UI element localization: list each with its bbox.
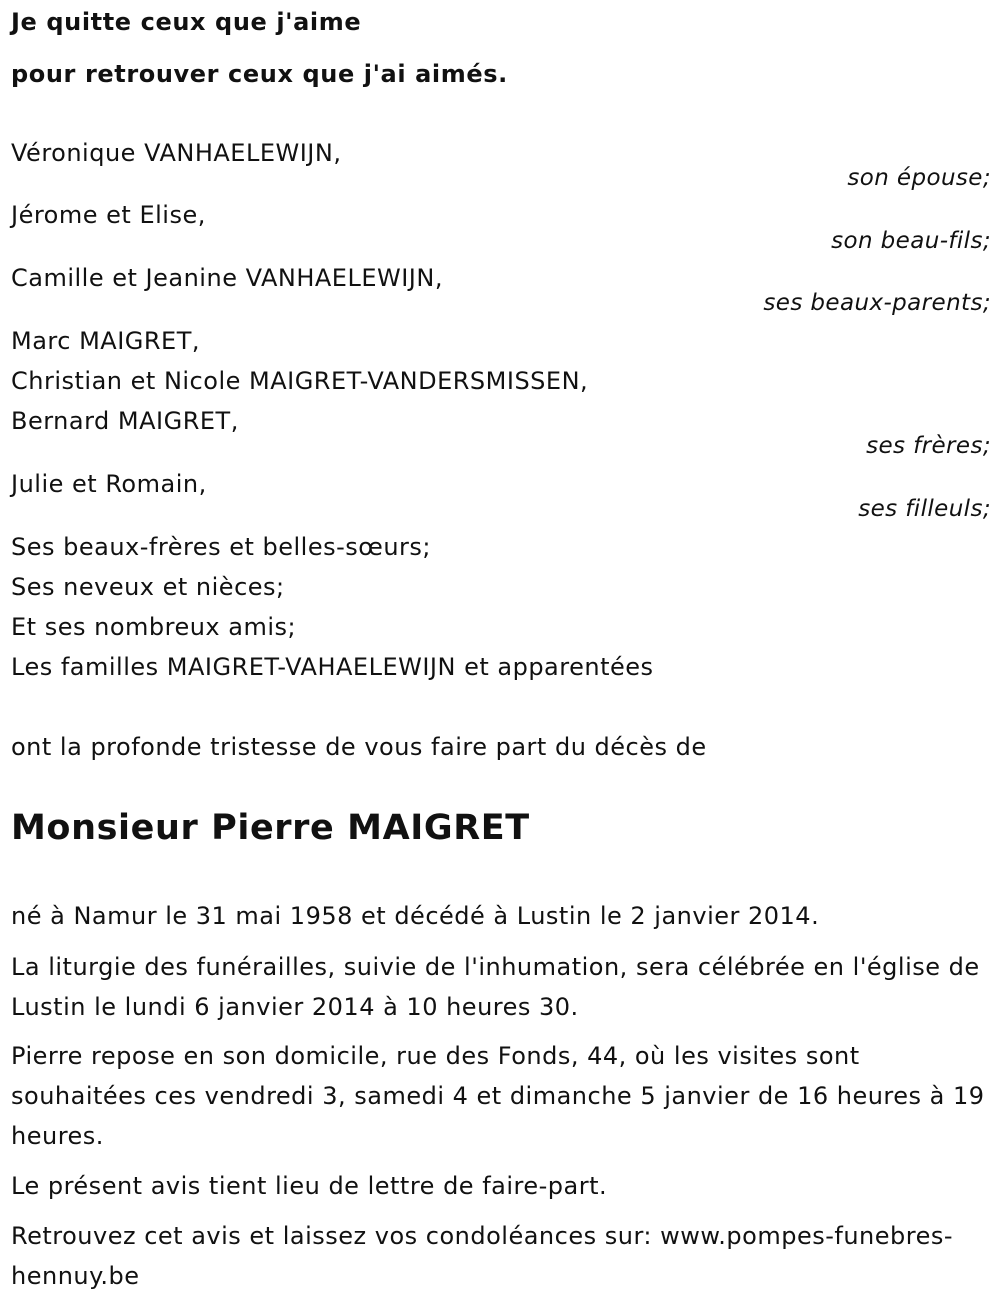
family-name: Camille et Jeanine VANHAELEWIJN, <box>11 264 443 292</box>
family-role: ses beaux-parents; <box>763 290 991 316</box>
birth-death-paragraph: né à Namur le 31 mai 1958 et décédé à Lustin le 2 janvier 2014. <box>11 902 820 930</box>
family-role: son épouse; <box>847 165 991 191</box>
family-name: Christian et Nicole MAIGRET-VANDERSMISSEN, <box>11 367 589 395</box>
others-line: Et ses nombreux amis; <box>11 613 297 641</box>
family-role: ses frères; <box>866 433 991 459</box>
visitation-paragraph: Pierre repose en son domicile, rue des Fonds, 44, où les visites sont souhaitées ces vendredi 3, samedi 4 et dimanche 5 janvier de 16 heures à 19 heures. <box>11 1042 985 1150</box>
family-name: Véronique VANHAELEWIJN, <box>11 139 342 167</box>
family-name: Marc MAIGRET, <box>11 327 201 355</box>
family-name: Bernard MAIGRET, <box>11 407 239 435</box>
notice-paragraph: Le présent avis tient lieu de lettre de faire-part. <box>11 1172 608 1200</box>
others-line: Les familles MAIGRET-VAHAELEWIJN et apparentées <box>11 653 654 681</box>
condolences-paragraph: Retrouvez cet avis et laissez vos condoléances sur: www.pompes-funebres-hennuy.be <box>11 1222 954 1290</box>
others-line: Ses neveux et nièces; <box>11 573 285 601</box>
others-line: Ses beaux-frères et belles-sœurs; <box>11 533 431 561</box>
funeral-paragraph: La liturgie des funérailles, suivie de l'inhumation, sera célébrée en l'église de Lustin le lundi 6 janvier 2014 à 10 heures 30. <box>11 953 980 1021</box>
family-role: son beau-fils; <box>831 228 991 254</box>
deceased-name: Monsieur Pierre MAIGRET <box>11 808 530 848</box>
family-name: Jérome et Elise, <box>11 201 206 229</box>
announcement: ont la profonde tristesse de vous faire part du décès de <box>11 733 707 761</box>
family-role: ses filleuls; <box>858 496 991 522</box>
epigraph-line-2: pour retrouver ceux que j'ai aimés. <box>11 60 508 88</box>
epigraph-line-1: Je quitte ceux que j'aime <box>11 8 362 36</box>
family-name: Julie et Romain, <box>11 470 207 498</box>
